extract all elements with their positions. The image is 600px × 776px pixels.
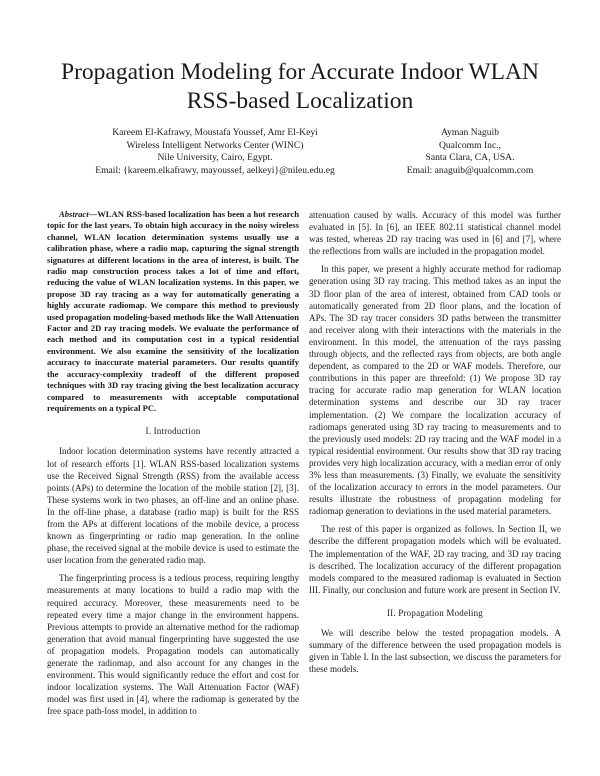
- abstract-label: Abstract: [59, 209, 89, 219]
- author-email: Email: anaguib@qualcomm.com: [406, 164, 534, 176]
- section-heading: I. Introduction: [145, 426, 201, 437]
- author-company: Qualcomm Inc.,: [438, 139, 502, 151]
- author-block-left: [40, 127, 390, 177]
- paragraph-continuation: attenuation caused by walls. Accuracy of this model was further evaluated in [5]. In [6], an IEEE 802.11 statistical channel model was tested, whereas 2D ray tracing was used in [6] and [7], where the reflections from walls are included in the propagation model.: [309, 210, 561, 257]
- paragraph: We will describe below the tested propagation models. A summary of the difference between the used propagation models is given in Table I. In the last subsection, we discuss the parameters for these models.: [309, 628, 561, 675]
- author-names: Ayman Naguib: [440, 127, 499, 138]
- author-block-right: [370, 127, 570, 177]
- paragraph: The fingerprinting process is a tedious process, requiring lengthy measurements at many locations to build a radio map with the required accuracy. Moreover, these measurements need to be repeated every time a major change in the environment happens. Previous attempts to provide an alternative method for the radiomap generation that avoid manual fingerprinting have suggested the use of propagation models. Propagation models can automatically generate the radiomap, and also account for any changes in the environment. This would significantly reduce the effort and cost for indoor localization systems. The Wall Attenuation Factor (WAF) model was first used in [4], where the radiomap is generated by the free space path-loss model, in addition to: [47, 573, 299, 717]
- section-heading: II. Propagation Modeling: [386, 607, 484, 618]
- right-column: [309, 209, 561, 675]
- author-location: Santa Clara, CA, USA.: [425, 152, 515, 163]
- abstract: [47, 209, 299, 414]
- paragraph: The rest of this paper is organized as follows. In Section II, we describe the different propagation models which will be evaluated. The implementation of the WAF, 2D ray tracing, and 3D ray tracing is described. The localization accuracy of the different propagation models compared to the measured radiomap is evaluated in Section III. Finally, our conclusion and future work are present in Section IV.: [309, 524, 561, 595]
- author-institution: Wireless Intelligent Networks Center (WINC): [126, 139, 304, 151]
- left-column: [47, 209, 299, 717]
- paper-title: Propagation Modeling for Accurate Indoor WLAN RSS-based Localization: [61, 59, 539, 114]
- author-email: Email: {kareem.elkafrawy, mayoussef, aelkeyi}@nileu.edu.eg: [95, 164, 335, 176]
- paragraph: In this paper, we present a highly accurate method for radiomap generation using 3D ray tracing. This method takes as an input the 3D floor plan of the area of interest, obtained from CAD tools or automatically generated from 2D floor plans, and the location of APs. The 3D ray tracer considers 3D paths between the transmitter and receiver along with their interactions with the materials in the environment. In this model, the attenuation of the rays passing through objects, and the reflected rays from objects, are both angle dependent, as compared to the 2D or WAF models. Therefore, our contributions in this paper are threefold: (1) We propose 3D ray tracing for accurate radio map generation for WLAN location determination systems and describe our 3D ray tracer implementation. (2) We compare the localization accuracy of radiomaps generated using 3D ray tracing to measurements and to the previously used models: 2D ray tracing and the WAF model in a typical residential environment. Our results show that 3D ray tracing provides very high localization accuracy, with a median error of only 3% less than measurements. (3) Finally, we evaluate the sensitivity of the localization accuracy to errors in the model parameters. Our results illustrate the robustness of propagation modeling for radiomap generation to deviations in the used material parameters.: [309, 264, 561, 517]
- abstract-text: —WLAN RSS-based localization has been a hot research topic for the last years. To obtain high accuracy in the noisy wireless channel, WLAN location determination systems usually use a calibration phase, where a radio map, capturing the signal strength signatures at different locations in the area of interest, is built. The radio map construction process takes a lot of time and effort, reducing the value of WLAN localization systems. In this paper, we propose 3D ray tracing as a way for automatically generating a highly accurate radiomap. We compare this method to previously used propagation modeling-based methods like the Wall Attenuation Factor and 2D ray tracing models. We evaluate the performance of each method and its computation cost in a typical residential environment. We also examine the sensitivity of the localization accuracy to inaccurate material parameters. Our results quantify the accuracy-complexity tradeoff of the different proposed techniques with 3D ray tracing giving the best localization accuracy compared to measurements with acceptable computational requirements on a typical PC.: [47, 209, 299, 413]
- paragraph: Indoor location determination systems have recently attracted a lot of research efforts [1]. WLAN RSS-based localization systems use the Received Signal Strength (RSS) from the available access points (APs) to determine the location of the mobile station [2], [3]. These systems work in two phases, an off-line and an online phase. In the off-line phase, a database (radio map) is built for the RSS from the APs at different locations of the mobile device, a process known as fingerprinting or radio map generation. In the online phase, the received signal at the mobile device is used to estimate the user location from the generated radio map.: [47, 446, 299, 566]
- author-university: Nile University, Cairo, Egypt.: [157, 152, 273, 163]
- author-names: Kareem El-Kafrawy, Moustafa Youssef, Amr El-Keyi: [112, 127, 318, 138]
